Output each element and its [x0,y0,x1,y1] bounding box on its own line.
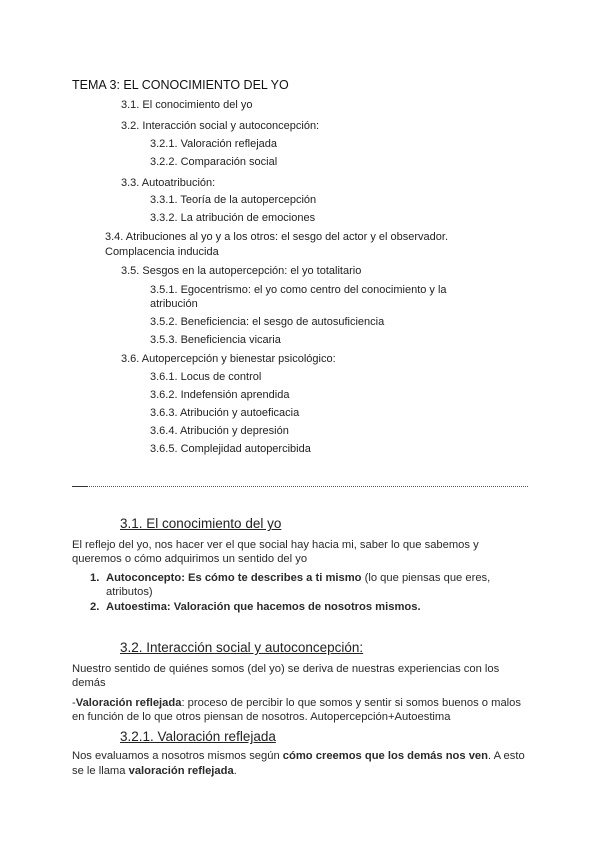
toc-item-3-6-2: 3.6.2. Indefensión aprendida [150,389,290,401]
list-item-continuation: atributos) [106,586,153,598]
toc-item-3-5-1-cont: atribución [150,298,198,310]
toc-item-3-5-1: 3.5.1. Egocentrismo: el yo como centro del conocimiento y la [150,284,447,296]
toc-item-3-5-3: 3.5.3. Beneficiencia vicaria [150,334,281,346]
section-3-1-paragraph-line-1: El reflejo del yo, nos hacer ver el que social hay hacia mi, saber lo que sabemos y [72,539,479,551]
toc-item-3-5: 3.5. Sesgos en la autopercepción: el yo totalitario [121,265,362,277]
section-3-2-paragraph-line-2: demás [72,677,106,689]
toc-item-3-6-5: 3.6.5. Complejidad autopercibida [150,443,311,455]
toc-item-3-6-1: 3.6.1. Locus de control [150,371,262,383]
section-3-2-1-paragraph-line-1 [72,750,525,762]
text-run: . [233,765,237,777]
dotted-separator [72,486,528,487]
autoconcepto-note: (lo que piensas que eres, [361,572,491,584]
autoconcepto-definition: Autoconcepto: Es cómo te describes a ti mismo [106,572,362,584]
section-3-1-paragraph-line-2: queremos o cómo adquirimos un sentido del yo [72,553,308,565]
dash: - [72,697,76,709]
list-number: 1. [90,572,100,584]
section-3-2-1-heading: 3.2.1. Valoración reflejada [120,729,276,744]
section-3-1-heading: 3.1. El conocimiento del yo [120,516,282,531]
term-valoracion-reflejada: Valoración reflejada [75,697,182,709]
toc-item-3-4: 3.4. Atribuciones al yo y a los otros: el sesgo del actor y el observador. [105,231,449,243]
definition-text: : proceso de percibir lo que somos y sentir si somos buenos o malos [181,697,521,709]
toc-item-3-2-1: 3.2.1. Valoración reflejada [150,138,277,150]
section-3-2-definition-line-1 [72,697,521,709]
toc-item-3-6-4: 3.6.4. Atribución y depresión [150,425,289,437]
autoestima-definition: Autoestima: Valoración que hacemos de nosotros mismos. [106,601,421,613]
toc-item-3-1: 3.1. El conocimiento del yo [121,99,253,111]
toc-item-3-3-1: 3.3.1. Teoría de la autopercepción [150,194,317,206]
emphasis-text: valoración reflejada [128,765,234,777]
section-3-2-paragraph-line-1: Nuestro sentido de quiénes somos (del yo) se deriva de nuestras experiencias con los [72,663,500,675]
toc-item-3-4-cont: Complacencia inducida [105,246,219,258]
list-item [90,572,490,584]
section-3-2-1-paragraph-line-2 [72,765,237,777]
list-item [90,601,421,613]
text-run: . A esto [487,750,525,762]
section-3-2-definition-line-2: en función de lo que otros piensan de nosotros. Autopercepción+Autoestima [72,711,451,723]
list-number: 2. [90,601,100,613]
toc-item-3-3: 3.3. Autoatribución: [121,177,216,189]
emphasis-text: cómo creemos que los demás nos ven [282,750,488,762]
section-3-2-heading: 3.2. Interacción social y autoconcepción: [120,640,364,655]
text-run: Nos evaluamos a nosotros mismos según [72,750,283,762]
toc-item-3-3-2: 3.3.2. La atribución de emociones [150,212,316,224]
toc-item-3-6-3: 3.6.3. Atribución y autoeficacia [150,407,300,419]
page-title: TEMA 3: EL CONOCIMIENTO DEL YO [72,78,289,92]
toc-item-3-6: 3.6. Autopercepción y bienestar psicológico: [121,353,336,365]
toc-item-3-2: 3.2. Interacción social y autoconcepción: [121,120,320,132]
text-run: se le llama [72,765,129,777]
toc-item-3-5-2: 3.5.2. Beneficiencia: el sesgo de autosuficiencia [150,316,385,328]
toc-item-3-2-2: 3.2.2. Comparación social [150,156,278,168]
